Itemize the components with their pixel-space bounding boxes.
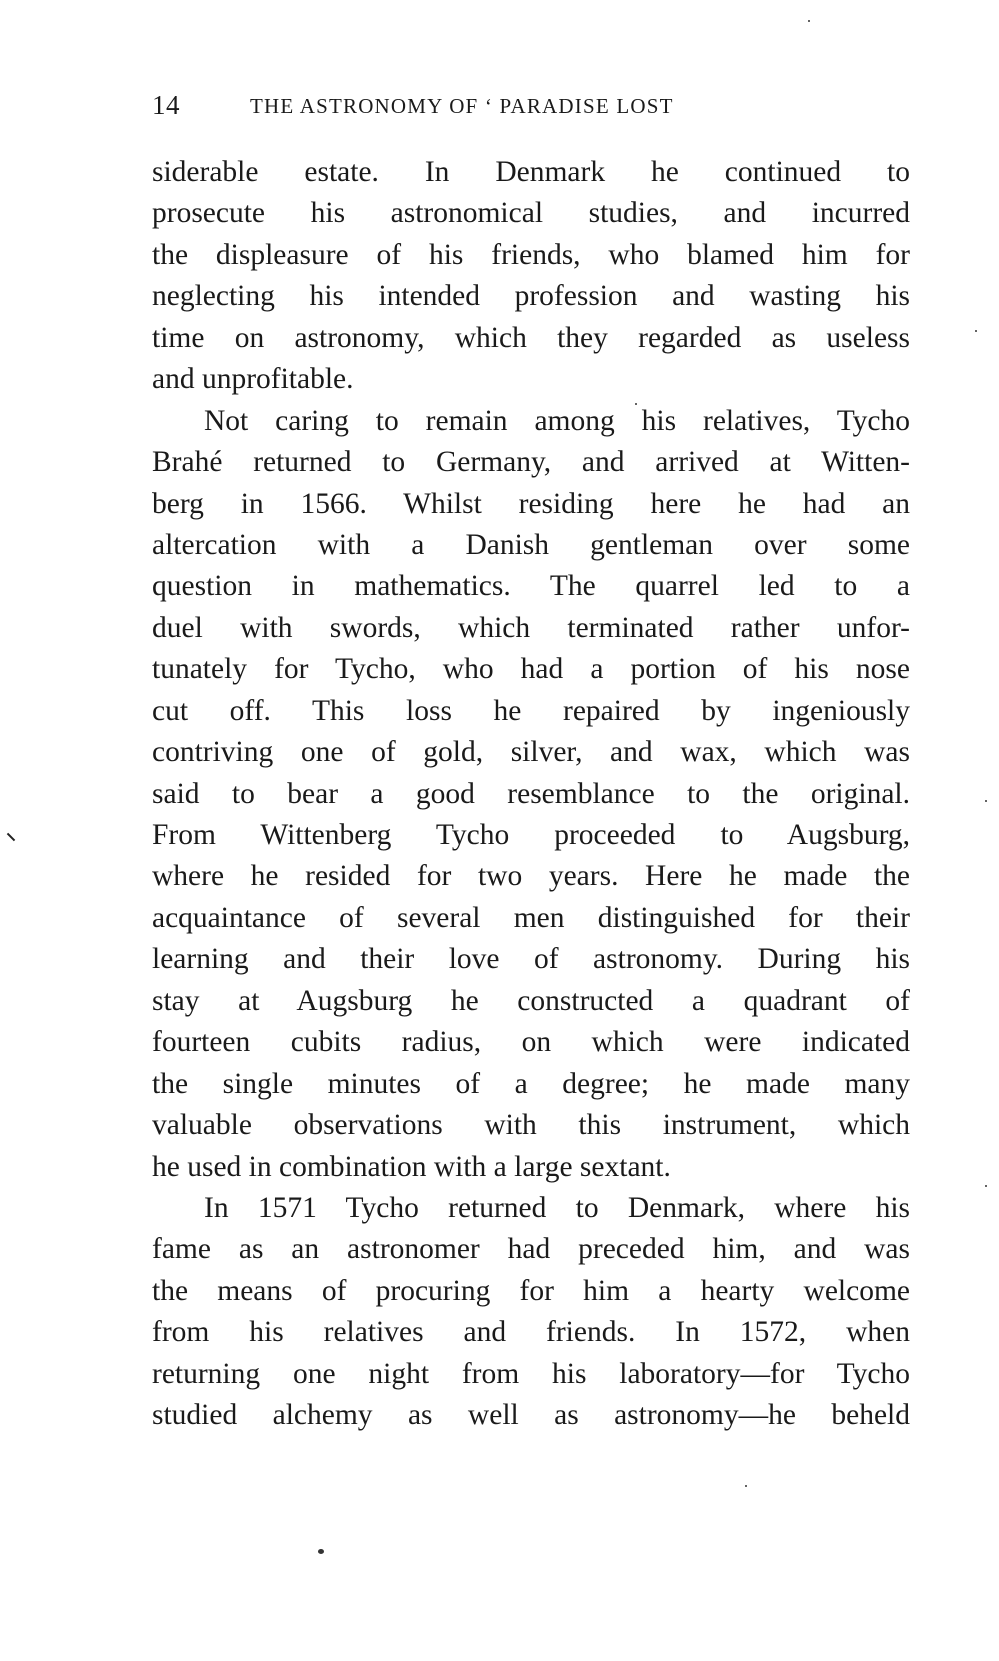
text-line: question in mathematics. The quarrel led to a (152, 570, 910, 603)
text-line: valuable observations with this instrument, which (152, 1109, 910, 1142)
text-line: tunately for Tycho, who had a portion of his nose (152, 653, 910, 686)
running-title: THE ASTRONOMY OF ‘ PARADISE LOST (250, 94, 674, 118)
paragraph-2 (152, 401, 910, 1188)
text-line: duel with swords, which terminated rather unfor- (152, 611, 910, 644)
text-line: learning and their love of astronomy. During his (152, 943, 910, 976)
scan-mark (7, 833, 15, 841)
page-header (152, 90, 912, 130)
text-line: berg in 1566. Whilst residing here he had an (152, 487, 910, 520)
scan-speck (318, 1549, 324, 1554)
text-line: and unprofitable. (152, 363, 354, 396)
text-line: fame as an astronomer had preceded him, and was (152, 1233, 910, 1266)
text-line: time on astronomy, which they regarded as useless (152, 321, 910, 354)
text-line: the means of procuring for him a hearty welcome (152, 1274, 910, 1307)
text-line: neglecting his intended profession and wasting his (152, 280, 910, 313)
text-line: the single minutes of a degree; he made many (152, 1067, 910, 1100)
text-line: the displeasure of his friends, who blamed him for (152, 238, 910, 271)
text-line: prosecute his astronomical studies, and incurred (152, 197, 910, 230)
text-line: said to bear a good resemblance to the original. (152, 777, 910, 810)
text-line: stay at Augsburg he constructed a quadrant of (152, 984, 910, 1017)
text-line: where he resided for two years. Here he made the (152, 860, 910, 893)
text-line: returning one night from his laboratory—for Tycho (152, 1357, 910, 1390)
text-line: studied alchemy as well as astronomy—he beheld (152, 1399, 910, 1432)
text-line: siderable estate. In Denmark he continued to (152, 156, 910, 188)
scan-speck (745, 1485, 747, 1487)
text-line: Not caring to remain among his relatives, Tycho (204, 404, 910, 437)
text-line: acquaintance of several men distinguished for their (152, 901, 910, 934)
paragraph-1 (152, 152, 910, 401)
scan-speck (808, 20, 810, 22)
text-line: From Wittenberg Tycho proceeded to Augsburg, (152, 819, 910, 851)
text-line: Brahé returned to Germany, and arrived at Witten- (152, 446, 910, 479)
scan-speck (975, 330, 977, 332)
scan-speck (985, 800, 987, 802)
text-line: contriving one of gold, silver, and wax, which was (152, 736, 910, 769)
scan-speck (635, 403, 637, 405)
text-line: fourteen cubits radius, on which were indicated (152, 1026, 910, 1059)
body-text (152, 152, 910, 1437)
text-line: In 1571 Tycho returned to Denmark, where his (204, 1191, 910, 1224)
text-line: he used in combination with a large sextant. (152, 1150, 671, 1183)
text-line: altercation with a Danish gentleman over some (152, 528, 910, 561)
text-line: cut off. This loss he repaired by ingeniously (152, 694, 910, 727)
paragraph-3 (152, 1188, 910, 1437)
scan-speck (985, 1185, 987, 1187)
page-number: 14 (152, 90, 180, 120)
text-line: from his relatives and friends. In 1572, when (152, 1316, 910, 1349)
